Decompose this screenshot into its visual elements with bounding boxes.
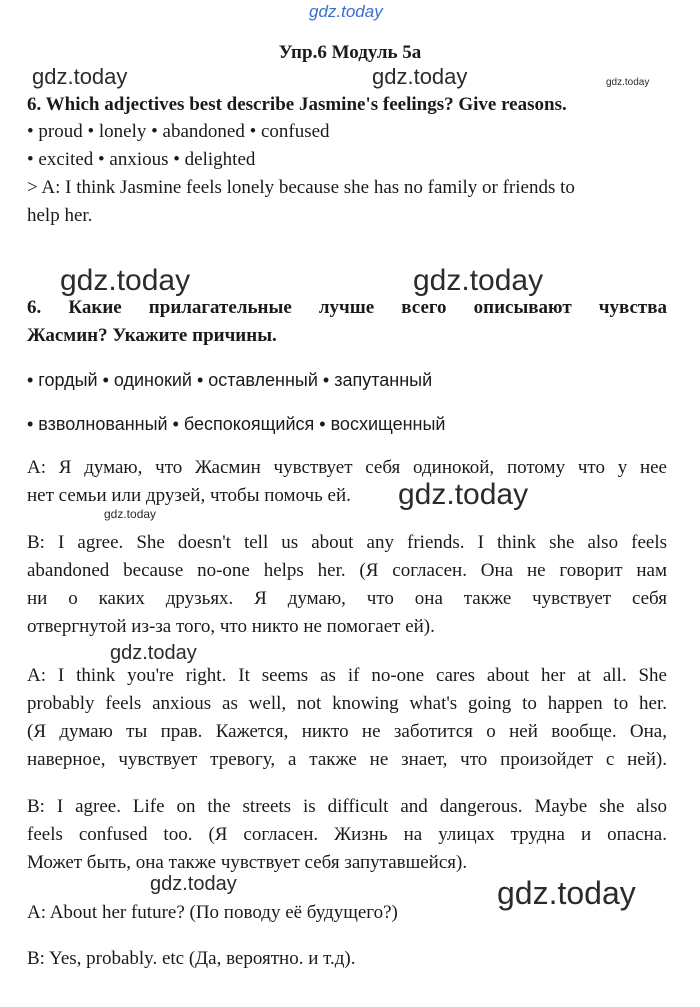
dialogue-line: наверное, чувствует тревогу, а также не знает, что произойдет с ней). bbox=[27, 749, 667, 770]
watermark: gdz.today bbox=[110, 642, 197, 664]
watermark: gdz.today bbox=[150, 873, 237, 895]
dialogue-line: feels confused too. (Я согласен. Жизнь на улицах трудна и опасна. bbox=[27, 824, 667, 845]
dialogue-line: нет семьи или друзей, чтобы помочь ей. bbox=[27, 485, 351, 506]
dialogue-line: B: Yes, probably. etc (Да, вероятно. и т.д). bbox=[27, 948, 356, 969]
options-line: • взволнованный • беспокоящийся • восхищенный bbox=[27, 414, 446, 434]
options-line: • гордый • одинокий • оставленный • запутанный bbox=[27, 370, 433, 390]
answer-line: help her. bbox=[27, 205, 93, 226]
dialogue-line: (Я думаю ты прав. Кажется, никто не заботится о ней вообще. Она, bbox=[27, 721, 667, 742]
watermark-top: gdz.today bbox=[309, 2, 383, 21]
answer-line: > A: I think Jasmine feels lonely because she has no family or friends to bbox=[27, 177, 575, 198]
watermark: gdz.today bbox=[32, 64, 128, 89]
watermark: gdz.today bbox=[60, 264, 191, 297]
dialogue-line: Может быть, она также чувствует себя запутавшейся). bbox=[27, 852, 468, 873]
dialogue-line: A: About her future? (По поводу её будущего?) bbox=[27, 902, 398, 923]
watermark: gdz.today bbox=[104, 507, 157, 521]
options-line: • proud • lonely • abandoned • confused bbox=[27, 121, 330, 142]
watermark: gdz.today bbox=[497, 875, 636, 911]
dialogue-line: probably feels anxious as well, not knowing what's going to happen to her. bbox=[27, 693, 667, 714]
options-line: • excited • anxious • delighted bbox=[27, 149, 256, 170]
watermark: gdz.today bbox=[398, 478, 529, 511]
dialogue-line: abandoned because no-one helps her. (Я согласен. Она не говорит нам bbox=[27, 560, 667, 581]
watermark: gdz.today bbox=[372, 64, 468, 89]
exercise-question-en: 6. Which adjectives best describe Jasmine's feelings? Give reasons. bbox=[27, 94, 567, 115]
dialogue-line: отвергнутой из-за того, что никто не помогает ей). bbox=[27, 616, 435, 637]
dialogue-line: A: I think you're right. It seems as if no-one cares about her at all. She bbox=[27, 665, 667, 686]
watermark: gdz.today bbox=[606, 77, 650, 88]
exercise-question-ru: 6. Какие прилагательные лучше всего описывают чувства bbox=[27, 297, 667, 318]
page-title: Упр.6 Модуль 5а bbox=[278, 42, 422, 63]
exercise-question-ru: Жасмин? Укажите причины. bbox=[27, 325, 277, 346]
dialogue-line: B: I agree. Life on the streets is difficult and dangerous. Maybe she also bbox=[27, 796, 667, 817]
dialogue-line: ни о каких друзьях. Я думаю, что она также чувствует себя bbox=[27, 588, 667, 609]
dialogue-line: А: Я думаю, что Жасмин чувствует себя одинокой, потому что у нее bbox=[27, 457, 667, 478]
dialogue-line: B: I agree. She doesn't tell us about any friends. I think she also feels bbox=[27, 532, 667, 553]
watermark: gdz.today bbox=[413, 264, 544, 297]
